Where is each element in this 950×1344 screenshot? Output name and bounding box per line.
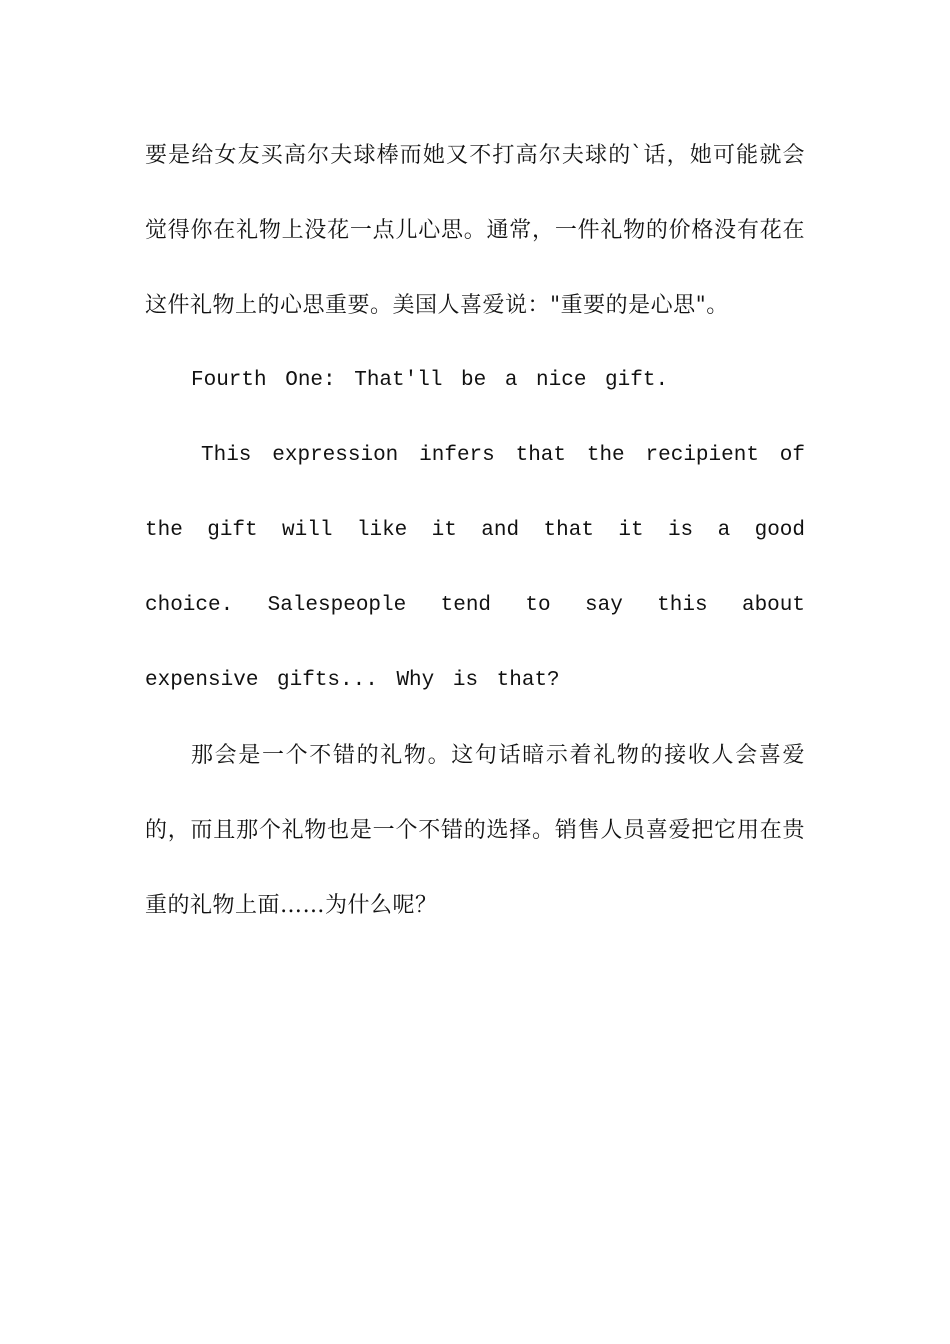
paragraph-chinese-translation: 那会是一个不错的礼物。这句话暗示着礼物的接收人会喜爱的，而且那个礼物也是一个不错的选择。销售人员喜爱把它用在贵重的礼物上面……为什么呢？	[145, 743, 805, 918]
paragraph-golf-club: 要是给女友买高尔夫球棒而她又不打高尔夫球的`话，她可能就会觉得你在礼物上没花一点儿心思。通常，一件礼物的价格没有花在这件礼物上的心思重要。美国人喜爱说："重要的是心思"。	[145, 143, 805, 318]
paragraph-expression-explanation: This expression infers that the recipient of the gift will like it and that it is a good choice. Salespeople tend to say this about expensive gifts... Why is that?	[145, 444, 805, 692]
document-body	[145, 118, 805, 943]
paragraph-fourth-one-heading: Fourth One: That'll be a nice gift.	[191, 369, 669, 392]
